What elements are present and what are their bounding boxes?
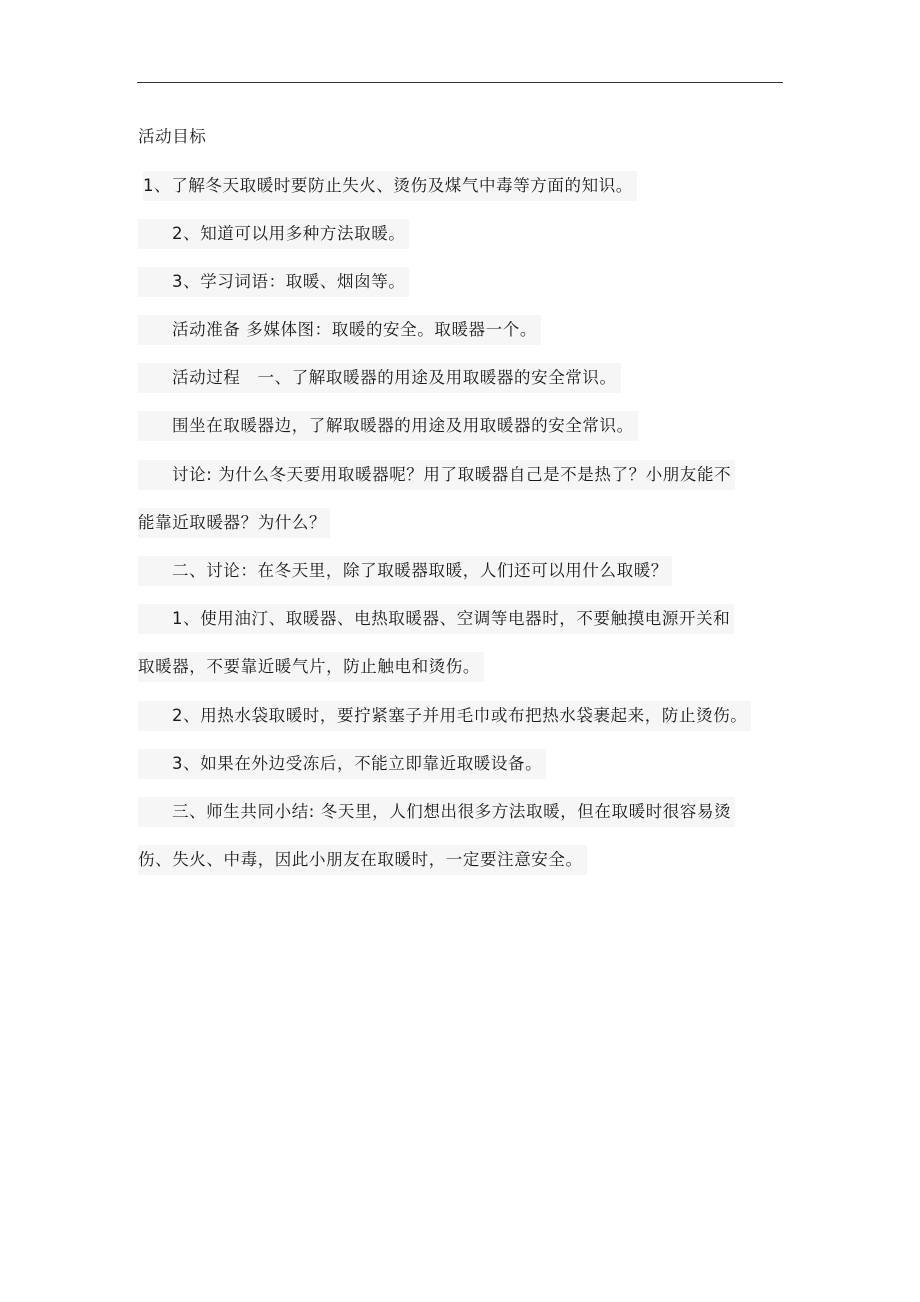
- line-text: 能靠近取暖器？为什么？: [138, 508, 330, 538]
- paragraph-line: [138, 845, 587, 875]
- line-text: 二、讨论：在冬天里，除了取暖器取暖，人们还可以用什么取暖？: [172, 561, 668, 580]
- line-text: 1、了解冬天取暖时要防止失火、烫伤及煤气中毒等方面的知识。: [143, 171, 637, 201]
- paragraph-line: [138, 219, 409, 249]
- header-rule: [137, 82, 783, 83]
- paragraph-line: [138, 508, 330, 538]
- paragraph-line: [138, 315, 541, 345]
- paragraph-line: [138, 749, 546, 779]
- paragraph-line: [143, 171, 637, 201]
- line-text: 3、学习词语：取暖、烟囱等。: [172, 272, 406, 291]
- paragraph-line: [138, 267, 409, 297]
- paragraph-line: [138, 363, 621, 393]
- paragraph-line: [138, 460, 735, 490]
- paragraph-line: [138, 652, 484, 682]
- line-text: 三、师生共同小结: 冬天里，人们想出很多方法取暖，但在取暖时很容易烫: [172, 802, 732, 821]
- paragraph-line: [138, 701, 751, 731]
- line-text: 活动过程 一、了解取暖器的用途及用取暖器的安全常识。: [172, 368, 617, 387]
- line-text: 2、用热水袋取暖时，要拧紧塞子并用毛巾或布把热水袋裹起来，防止烫伤。: [172, 706, 748, 725]
- line-text: 2、知道可以用多种方法取暖。: [172, 224, 406, 243]
- line-text: 活动准备 多媒体图：取暖的安全。取暖器一个。: [172, 320, 537, 339]
- line-text: 活动目标: [138, 127, 207, 146]
- paragraph-line: [138, 797, 735, 827]
- paragraph-line: [138, 604, 734, 634]
- line-text: 讨论: 为什么冬天要用取暖器呢？用了取暖器自己是不是热了？小朋友能不: [172, 465, 732, 484]
- line-text: 1、使用油汀、取暖器、电热取暖器、空调等电器时，不要触摸电源开关和: [172, 609, 731, 628]
- line-text: 围坐在取暖器边，了解取暖器的用途及用取暖器的安全常识。: [172, 416, 634, 435]
- paragraph-line: [138, 556, 672, 586]
- paragraph-line: [138, 411, 638, 441]
- line-text: 取暖器，不要靠近暖气片，防止触电和烫伤。: [138, 652, 484, 682]
- line-text: 伤、失火、中毒，因此小朋友在取暖时，一定要注意安全。: [138, 845, 587, 875]
- line-text: 3、如果在外边受冻后，不能立即靠近取暖设备。: [172, 754, 543, 773]
- section-heading-goals: [138, 122, 210, 152]
